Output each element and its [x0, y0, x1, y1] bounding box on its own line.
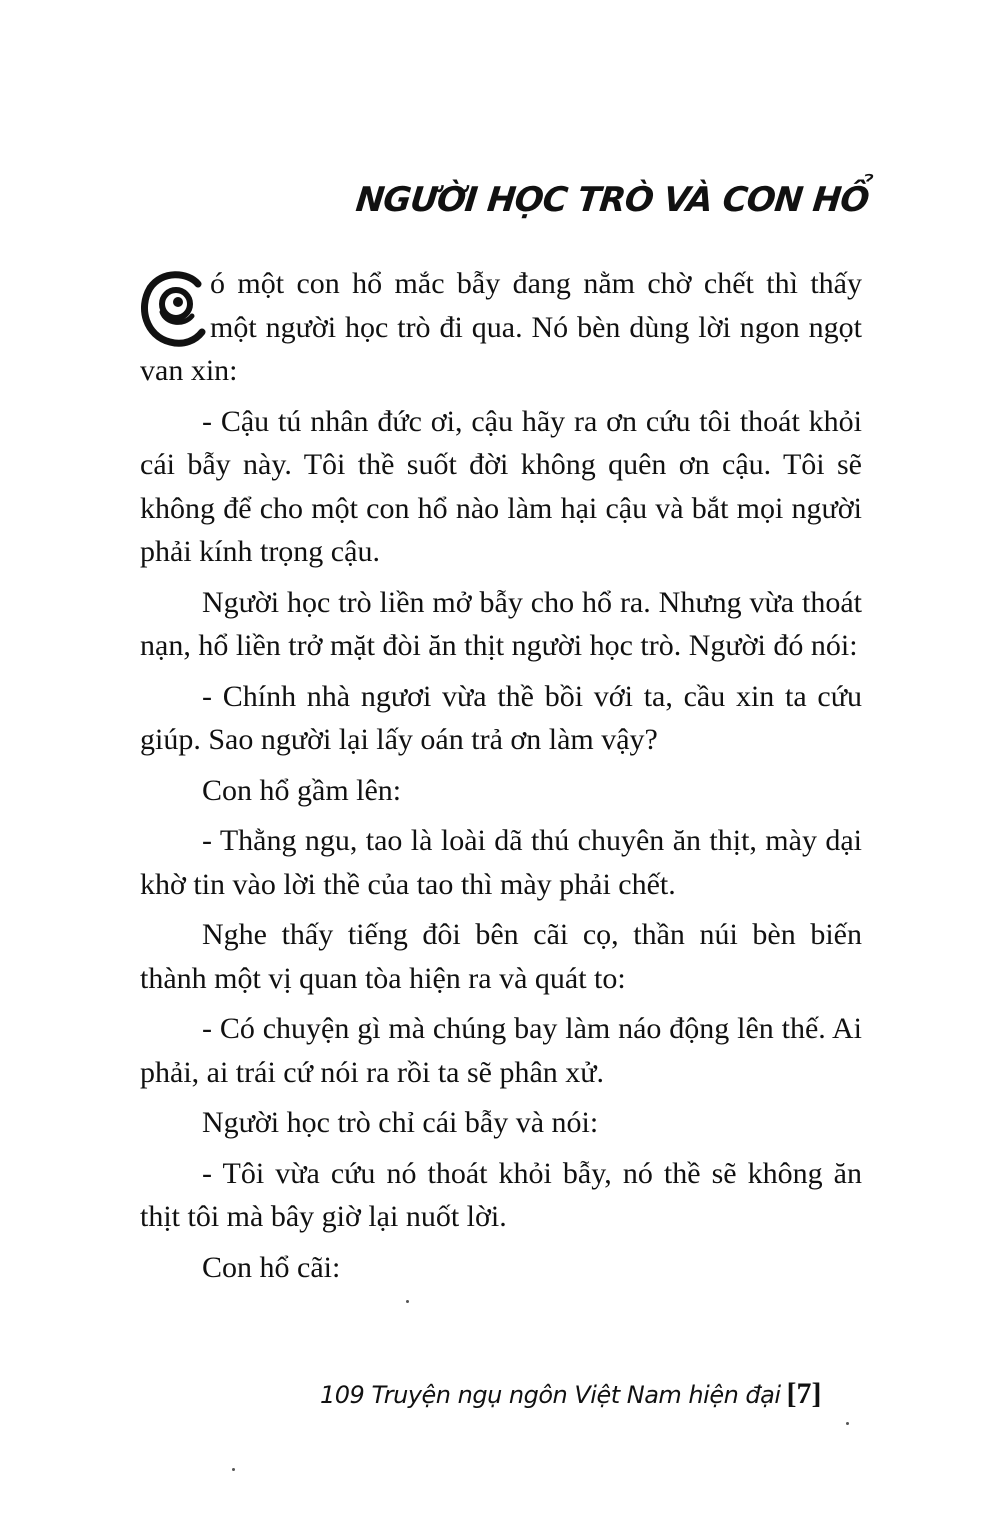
paragraph-1 [140, 262, 862, 393]
book-series-title: 109 Truyện ngụ ngôn Việt Nam hiện đại [320, 1381, 781, 1409]
paragraph-7: Nghe thấy tiếng đôi bên cãi cọ, thần núi bèn biến thành một vị quan tòa hiện ra và quát to: [140, 918, 862, 995]
paragraph-11: Con hổ cãi: [202, 1250, 341, 1284]
story-body [140, 262, 862, 1296]
story-title: NGƯỜI HỌC TRÒ VÀ CON HỔ [353, 180, 871, 220]
paragraph-10: - Tôi vừa cứu nó thoát khỏi bẫy, nó thề sẽ không ăn thịt tôi mà bây giờ lại nuốt lời. [140, 1156, 862, 1233]
paragraph-text: ó một con hổ mắc bẫy đang nằm chờ chết thì thấy một người học trò đi qua. Nó bèn dùng lời ngon ngọt van xin: [140, 267, 862, 387]
dropcap-ornament-icon [140, 268, 206, 348]
paragraph-6: - Thằng ngu, tao là loài dã thú chuyên ăn thịt, mày dại khờ tin vào lời thề của tao thì mày phải chết. [140, 824, 862, 901]
paragraph-5: Con hổ gầm lên: [202, 773, 402, 807]
scan-speck [846, 1422, 849, 1425]
page-footer [320, 1377, 880, 1411]
paragraph-3: Người học trò liền mở bẫy cho hổ ra. Nhưng vừa thoát nạn, hổ liền trở mặt đòi ăn thịt người học trò. Người đó nói: [140, 585, 862, 662]
scan-speck [406, 1300, 409, 1303]
paragraph-2: - Cậu tú nhân đức ơi, cậu hãy ra ơn cứu tôi thoát khỏi cái bẫy này. Tôi thề suốt đời không quên ơn cậu. Tôi sẽ không để cho một con hổ nào làm hại cậu và bắt mọi người phải kính trọng cậu. [140, 404, 862, 568]
scan-speck [232, 1468, 235, 1471]
paragraph-4: - Chính nhà ngươi vừa thề bồi với ta, cầu xin ta cứu giúp. Sao người lại lấy oán trả ơn làm vậy? [140, 679, 862, 756]
paragraph-8: - Có chuyện gì mà chúng bay làm náo động lên thế. Ai phải, ai trái cứ nói ra rồi ta sẽ phân xử. [140, 1012, 862, 1089]
page-number: [7] [786, 1377, 822, 1410]
dropcap-letter [140, 268, 206, 348]
paragraph-9: Người học trò chỉ cái bẫy và nói: [202, 1106, 599, 1139]
